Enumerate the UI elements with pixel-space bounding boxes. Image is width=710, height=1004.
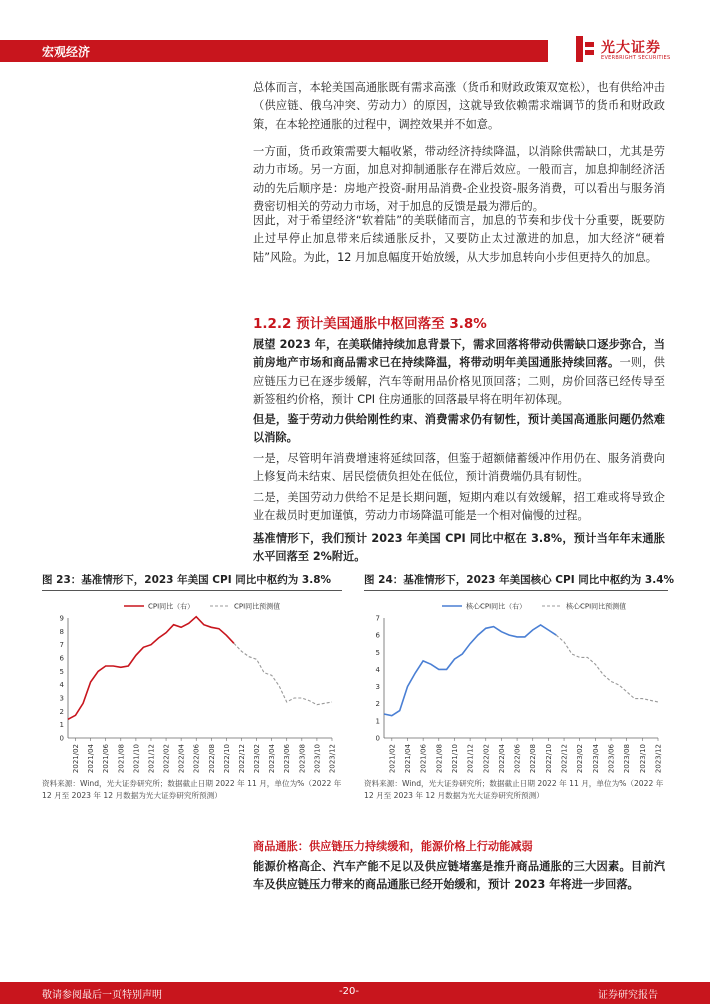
- company-logo: [574, 34, 684, 66]
- x-tick-label: 2023/10: [638, 744, 647, 774]
- figure-23-title: 图 23：基准情形下，2023 年美国 CPI 同比中枢约为 3.8%: [42, 574, 332, 586]
- x-tick-label: 2022/04: [497, 744, 506, 774]
- y-tick-label: 0: [59, 734, 64, 743]
- legend-label: CPI同比（右）: [148, 602, 195, 611]
- figure-24-rule: [364, 590, 668, 591]
- x-tick-label: 2022/10: [222, 744, 231, 774]
- x-tick-label: 2022/08: [207, 744, 216, 774]
- forecast-series-line: [234, 643, 332, 704]
- header-bar: [0, 40, 548, 62]
- paragraph-4: [253, 336, 665, 410]
- paragraph-3: 因此，对于希望经济“软着陆”的美联储而言，加息的节奏和步伐十分重要，既要防止过早停止加息带来后续通胀反扑，又要防止太过激进的加息，加大经济“硬着陆”风险。为此，12 月加息幅度开始放缓，从大步加息转向小步但更持久的加息。: [253, 214, 665, 264]
- legend-label: 核心CPI同比（右）: [466, 602, 527, 611]
- paragraph-2: 一方面，货币政策需要大幅收紧，带动经济持续降温，以消除供需缺口，尤其是劳动力市场。另一方面，加息对抑制通胀存在滞后效应。一般而言，加息抑制经济活动的先后顺序是：房地产投资-耐用品消费-企业投资-服务消费，可以看出与服务消费密切相关的劳动力市场，对于加息的反馈是最为滞后的。: [253, 145, 665, 214]
- footer-disclaimer: 敬请参阅最后一页特别声明: [42, 990, 162, 1001]
- x-tick-label: 2023/08: [623, 744, 632, 774]
- y-tick-label: 6: [375, 631, 380, 640]
- x-tick-label: 2023/04: [591, 744, 600, 774]
- x-tick-label: 2023/12: [654, 744, 663, 774]
- x-tick-label: 2021/06: [419, 744, 428, 774]
- core-cpi-chart: [364, 596, 668, 776]
- paragraph-4-bold: 展望 2023 年，在美联储持续加息背景下，需求回落将带动供需缺口逐步弥合，当前房地产市场和商品需求已在持续降温，将带动明年美国通胀持续回落。: [253, 338, 665, 370]
- x-tick-label: 2023/06: [283, 744, 292, 774]
- x-tick-label: 2021/04: [87, 744, 96, 774]
- logo-mark-icon: [574, 36, 596, 62]
- y-tick-label: 4: [375, 665, 380, 674]
- x-tick-label: 2021/08: [435, 744, 444, 774]
- figure-24-title: 图 24：基准情形下，2023 年美国核心 CPI 同比中枢约为 3.4%: [364, 574, 675, 586]
- x-tick-label: 2023/08: [298, 744, 307, 774]
- paragraph-5: 但是，鉴于劳动力供给刚性约束、消费需求仍有韧性，预计美国高通胀问题仍然难以消除。: [253, 413, 665, 445]
- paragraph-8: 基准情形下，我们预计 2023 年美国 CPI 同比中枢在 3.8%，预计当年年末通胀水平回落至 2%附近。: [253, 532, 665, 564]
- x-tick-label: 2021/02: [72, 744, 81, 774]
- sub-section-title: 商品通胀：供应链压力持续缓和，能源价格上行动能减弱: [253, 840, 533, 853]
- y-tick-label: 9: [59, 614, 64, 623]
- actual-series-line: [384, 625, 556, 716]
- paragraph-6: 一是，尽管明年消费增速将延续回落，但鉴于超额储蓄缓冲作用仍在、服务消费向上修复尚未结束、居民偿债负担处在低位，预计消费端仍具有韧性。: [253, 452, 665, 484]
- x-tick-label: 2021/12: [466, 744, 475, 774]
- x-tick-label: 2022/06: [513, 744, 522, 774]
- y-tick-label: 5: [59, 667, 64, 676]
- x-tick-label: 2022/12: [237, 744, 246, 774]
- page-number: -20-: [339, 986, 359, 997]
- y-tick-label: 8: [59, 627, 64, 636]
- x-tick-label: 2023/10: [313, 744, 322, 774]
- y-tick-label: 0: [375, 734, 380, 743]
- legend-label: 核心CPI同比预测值: [566, 602, 627, 611]
- y-tick-label: 1: [59, 721, 64, 730]
- y-tick-label: 7: [59, 641, 64, 650]
- legend-label: CPI同比预测值: [234, 602, 281, 611]
- figure-23-rule: [42, 590, 342, 591]
- x-tick-label: 2021/06: [102, 744, 111, 774]
- section-title: 1.2.2 预计美国通胀中枢回落至 3.8%: [253, 316, 487, 332]
- cpi-chart: [42, 596, 342, 776]
- paragraph-7: 二是，美国劳动力供给不足是长期问题，短期内难以有效缓解，招工难或将导致企业在裁员时更加谨慎，劳动力市场降温可能是一个相对偏慢的过程。: [253, 491, 665, 523]
- x-tick-label: 2022/04: [177, 744, 186, 774]
- x-tick-label: 2022/02: [162, 744, 171, 774]
- x-tick-label: 2022/10: [544, 744, 553, 774]
- x-tick-label: 2023/02: [253, 744, 262, 774]
- x-tick-label: 2023/12: [328, 744, 337, 774]
- y-tick-label: 6: [59, 654, 64, 663]
- forecast-series-line: [556, 635, 658, 702]
- x-tick-label: 2021/04: [403, 744, 412, 774]
- x-tick-label: 2021/10: [132, 744, 141, 774]
- x-tick-label: 2021/02: [388, 744, 397, 774]
- paragraph-1: 总体而言，本轮美国高通胀既有需求高涨（货币和财政政策双宽松），也有供给冲击（供应链、俄乌冲突、劳动力）的原因，这就导致依赖需求端调节的货币和财政政策，在本轮控通胀的过程中，调控效果并不如意。: [253, 81, 665, 131]
- x-tick-label: 2022/06: [192, 744, 201, 774]
- x-tick-label: 2021/10: [450, 744, 459, 774]
- y-tick-label: 2: [59, 707, 64, 716]
- x-tick-label: 2022/08: [529, 744, 538, 774]
- paragraph-4-normal: 一则，供应链压力已在逐步缓解，汽车等耐用品价格见顶回落；二则，房价回落已经传导至新签租约价格，预计 CPI 住房通胀的回落最早将在明年初体现。: [253, 356, 665, 407]
- x-tick-label: 2022/12: [560, 744, 569, 774]
- figure-24-source: 资料来源：Wind，光大证券研究所；数据截止日期 2022 年 11 月，单位为%（2022 年 12 月至 2023 年 12 月数据为光大证券研究所预测）: [364, 779, 664, 800]
- actual-series-line: [68, 617, 234, 720]
- y-tick-label: 5: [375, 648, 380, 657]
- y-tick-label: 4: [59, 681, 64, 690]
- logo-subtext: EVERBRIGHT SECURITIES: [601, 55, 671, 61]
- x-tick-label: 2021/08: [117, 744, 126, 774]
- y-tick-label: 1: [375, 717, 380, 726]
- footer-report-type: 证券研究报告: [598, 990, 658, 1001]
- paragraph-9: 能源价格高企、汽车产能不足以及供应链堵塞是推升商品通胀的三大因素。目前汽车及供应链压力带来的商品通胀已经开始缓和，预计 2023 年将进一步回落。: [253, 860, 665, 892]
- y-tick-label: 2: [375, 700, 380, 709]
- x-tick-label: 2021/12: [147, 744, 156, 774]
- x-tick-label: 2022/02: [482, 744, 491, 774]
- logo-text: 光大证券: [601, 40, 661, 56]
- x-tick-label: 2023/02: [576, 744, 585, 774]
- x-tick-label: 2023/06: [607, 744, 616, 774]
- y-tick-label: 3: [375, 683, 380, 692]
- y-tick-label: 3: [59, 694, 64, 703]
- x-tick-label: 2023/04: [268, 744, 277, 774]
- y-tick-label: 7: [375, 614, 380, 623]
- section-label: 宏观经济: [42, 45, 91, 59]
- figure-23-source: 资料来源：Wind，光大证券研究所；数据截止日期 2022 年 11 月，单位为%（2022 年 12 月至 2023 年 12 月数据为光大证券研究所预测）: [42, 779, 342, 800]
